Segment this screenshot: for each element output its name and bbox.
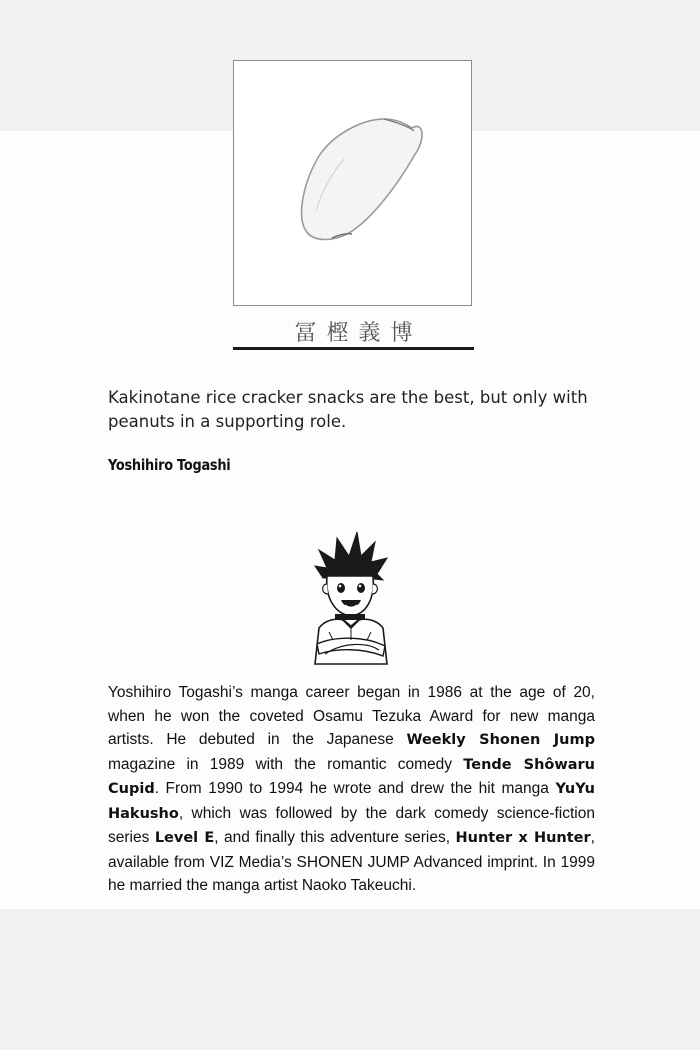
bio-title-tende-showaru-cupid: Tende Shôwaru Cupid xyxy=(108,756,596,797)
author-signature-name: Yoshihiro Togashi xyxy=(108,456,231,474)
author-biography xyxy=(108,681,595,898)
rice-cracker-icon xyxy=(234,61,470,304)
bio-title-level-e: Level E xyxy=(154,830,215,846)
author-quote: Kakinotane rice cracker snacks are the best, but only with peanuts in a supporting role. xyxy=(108,388,588,431)
bio-text-3: . From 1990 to 1994 he wrote and drew the hit manga xyxy=(154,780,556,797)
author-name-kanji-plate xyxy=(233,310,474,350)
bio-text-6: , available from VIZ Media’s SHONEN JUMP Advanced imprint. In 1999 he married the manga artist Naoko Takeuchi. xyxy=(108,829,595,894)
bio-title-hunter-x-hunter: Hunter x Hunter xyxy=(455,830,591,846)
author-name-kanji: 冨樫義博 xyxy=(294,321,423,346)
bio-text-2: magazine in 1989 with the romantic comedy xyxy=(108,755,464,773)
bio-text-4: , which was followed by the dark comedy science-fiction series xyxy=(108,804,595,846)
gon-character-icon xyxy=(305,528,395,668)
bio-text-1: Yoshihiro Togashi’s manga career began in 1986 at the age of 20, when he won the coveted Osamu Tezuka Award for new manga artists. He debuted in the Japanese xyxy=(108,684,595,748)
bio-title-yuyu-hakusho: YuYu Hakusho xyxy=(108,781,595,822)
author-portrait-frame xyxy=(233,60,472,306)
bio-title-weekly-shonen-jump: Weekly Shonen Jump xyxy=(406,732,595,748)
bio-text-5: , and finally this adventure series, xyxy=(214,829,456,846)
